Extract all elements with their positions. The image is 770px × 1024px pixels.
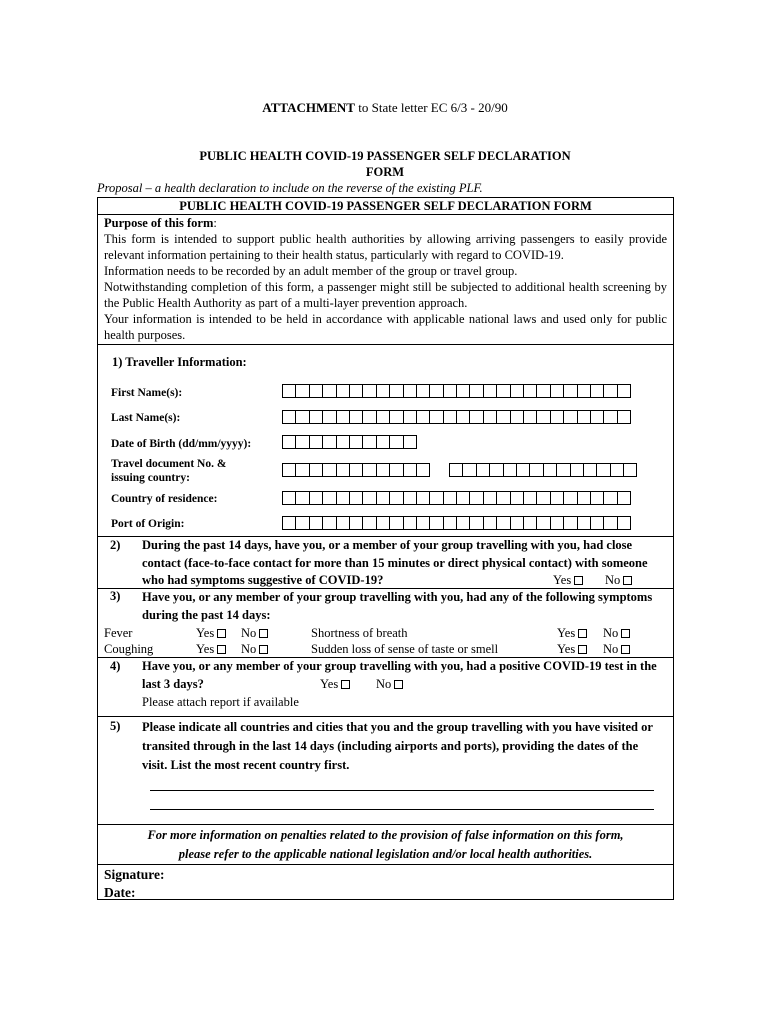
character-box[interactable] xyxy=(556,463,570,477)
character-box[interactable] xyxy=(416,463,430,477)
symptom-coughing: Coughing xyxy=(104,642,154,656)
character-box[interactable] xyxy=(349,516,363,530)
question-number: 3) xyxy=(110,589,121,603)
q4-yes-option[interactable]: Yes xyxy=(320,676,350,694)
character-box[interactable] xyxy=(349,491,363,505)
checkbox-icon[interactable] xyxy=(621,629,630,638)
character-box[interactable] xyxy=(469,516,483,530)
character-box[interactable] xyxy=(282,435,296,449)
character-box[interactable] xyxy=(282,384,296,398)
character-box[interactable] xyxy=(362,516,376,530)
countries-input-line[interactable] xyxy=(150,790,654,791)
dob-label: Date of Birth (dd/mm/yyyy): xyxy=(111,438,252,450)
date-label: Date: xyxy=(104,885,136,900)
character-box[interactable] xyxy=(496,410,510,424)
character-box[interactable] xyxy=(610,463,624,477)
checkbox-icon[interactable] xyxy=(217,629,226,638)
character-box[interactable] xyxy=(389,384,403,398)
dob-input[interactable] xyxy=(282,435,416,449)
character-box[interactable] xyxy=(550,384,564,398)
character-box[interactable] xyxy=(336,384,350,398)
character-box[interactable] xyxy=(362,463,376,477)
last-name-label: Last Name(s): xyxy=(111,412,181,424)
residence-label: Country of residence: xyxy=(111,493,218,505)
character-box[interactable] xyxy=(295,491,309,505)
purpose-section xyxy=(104,215,667,343)
checkbox-icon[interactable] xyxy=(217,645,226,654)
purpose-text: This form is intended to support public health authorities by allowing arriving passengers to easily provide relevant information pertaining to their health status, particularly with regard to COVID-19. xyxy=(104,232,667,262)
character-box[interactable] xyxy=(295,463,309,477)
character-box[interactable] xyxy=(563,516,577,530)
character-box[interactable] xyxy=(322,516,336,530)
question-3-text: Have you, or any member of your group travelling with you, had any of the following symptoms during the past 14 days: xyxy=(142,590,653,622)
character-box[interactable] xyxy=(282,463,296,477)
character-box[interactable] xyxy=(590,491,604,505)
purpose-heading: Purpose of this form xyxy=(104,216,214,230)
first-name-label: First Name(s): xyxy=(111,387,183,399)
checkbox-icon[interactable] xyxy=(341,680,350,689)
travel-doc-label: Travel document No. & issuing country: xyxy=(111,458,227,484)
character-box[interactable] xyxy=(577,516,591,530)
character-box[interactable] xyxy=(603,410,617,424)
character-box[interactable] xyxy=(376,435,390,449)
question-5-text: Please indicate all countries and cities that you and the group travelling with you have visited or transited through in the last 14 days (including airports and ports), providing the dates of the visit. List the most recent country first. xyxy=(142,720,653,772)
character-box[interactable] xyxy=(563,410,577,424)
character-box[interactable] xyxy=(349,435,363,449)
signature-label: Signature: xyxy=(104,867,165,882)
character-box[interactable] xyxy=(349,410,363,424)
breath-yes-option[interactable]: Yes xyxy=(557,625,587,641)
character-box[interactable] xyxy=(543,463,557,477)
character-box[interactable] xyxy=(456,410,470,424)
question-number: 2) xyxy=(110,538,121,552)
character-box[interactable] xyxy=(462,463,476,477)
character-box[interactable] xyxy=(617,410,631,424)
character-box[interactable] xyxy=(336,435,350,449)
checkbox-icon[interactable] xyxy=(578,629,587,638)
character-box[interactable] xyxy=(403,435,417,449)
declaration-form xyxy=(97,197,674,900)
character-box[interactable] xyxy=(322,410,336,424)
character-box[interactable] xyxy=(376,516,390,530)
character-box[interactable] xyxy=(577,410,591,424)
question-3 xyxy=(110,588,658,624)
character-box[interactable] xyxy=(376,384,390,398)
character-box[interactable] xyxy=(583,463,597,477)
character-box[interactable] xyxy=(403,516,417,530)
character-box[interactable] xyxy=(295,516,309,530)
character-box[interactable] xyxy=(617,516,631,530)
attachment-line xyxy=(0,100,770,116)
page-title xyxy=(0,148,770,180)
port-input[interactable] xyxy=(282,516,630,530)
checkbox-icon[interactable] xyxy=(623,576,632,585)
issuing-country-input[interactable] xyxy=(449,463,636,477)
character-box[interactable] xyxy=(403,384,417,398)
character-box[interactable] xyxy=(550,410,564,424)
breath-no-option[interactable]: No xyxy=(603,625,630,641)
character-box[interactable] xyxy=(590,384,604,398)
character-box[interactable] xyxy=(550,516,564,530)
first-name-input[interactable] xyxy=(282,384,630,398)
question-number: 5) xyxy=(110,719,121,733)
character-box[interactable] xyxy=(489,463,503,477)
character-box[interactable] xyxy=(523,516,537,530)
character-box[interactable] xyxy=(336,491,350,505)
coughing-no-option[interactable]: No xyxy=(241,641,268,657)
character-box[interactable] xyxy=(483,384,497,398)
character-box[interactable] xyxy=(483,410,497,424)
character-box[interactable] xyxy=(503,463,517,477)
q2-yes-option[interactable]: Yes xyxy=(553,572,583,590)
character-box[interactable] xyxy=(309,410,323,424)
character-box[interactable] xyxy=(429,516,443,530)
character-box[interactable] xyxy=(443,491,457,505)
character-box[interactable] xyxy=(469,410,483,424)
character-box[interactable] xyxy=(429,491,443,505)
purpose-colon: : xyxy=(213,216,217,230)
checkbox-icon[interactable] xyxy=(259,629,268,638)
character-box[interactable] xyxy=(577,491,591,505)
symptom-taste: Sudden loss of sense of taste or smell xyxy=(311,642,499,656)
character-box[interactable] xyxy=(282,410,296,424)
coughing-yes-option[interactable]: Yes xyxy=(196,641,226,657)
character-box[interactable] xyxy=(376,491,390,505)
character-box[interactable] xyxy=(496,516,510,530)
character-box[interactable] xyxy=(456,491,470,505)
character-box[interactable] xyxy=(416,516,430,530)
character-box[interactable] xyxy=(617,384,631,398)
character-box[interactable] xyxy=(376,463,390,477)
character-box[interactable] xyxy=(483,516,497,530)
character-box[interactable] xyxy=(596,463,610,477)
purpose-text: Your information is intended to be held in accordance with applicable national laws and used only for public health purposes. xyxy=(104,312,667,342)
last-name-input[interactable] xyxy=(282,410,630,424)
character-box[interactable] xyxy=(469,491,483,505)
character-box[interactable] xyxy=(510,516,524,530)
character-box[interactable] xyxy=(362,491,376,505)
question-5 xyxy=(110,718,658,778)
character-box[interactable] xyxy=(496,384,510,398)
character-box[interactable] xyxy=(416,410,430,424)
character-box[interactable] xyxy=(529,463,543,477)
page-title-line1: PUBLIC HEALTH COVID-19 PASSENGER SELF DECLARATION xyxy=(199,149,571,163)
character-box[interactable] xyxy=(443,384,457,398)
checkbox-icon[interactable] xyxy=(621,645,630,654)
divider xyxy=(98,824,673,825)
character-box[interactable] xyxy=(389,435,403,449)
question-2-text: During the past 14 days, have you, or a member of your group travelling with you, had close contact (face-to-face contact for more than 15 minutes or direct physical contact) with someone who had symptoms suggestive of COVID-19? xyxy=(142,538,648,587)
character-box[interactable] xyxy=(603,384,617,398)
character-box[interactable] xyxy=(590,410,604,424)
character-box[interactable] xyxy=(550,491,564,505)
divider xyxy=(98,716,673,717)
question-4-text: Have you, or any member of your group travelling with you, had a positive COVID-19 test in the last 3 days? xyxy=(142,659,657,691)
character-box[interactable] xyxy=(617,491,631,505)
character-box[interactable] xyxy=(416,491,430,505)
character-box[interactable] xyxy=(336,463,350,477)
character-box[interactable] xyxy=(322,435,336,449)
character-box[interactable] xyxy=(469,384,483,398)
question-4 xyxy=(110,658,658,714)
character-box[interactable] xyxy=(403,410,417,424)
character-box[interactable] xyxy=(603,491,617,505)
character-box[interactable] xyxy=(282,491,296,505)
character-box[interactable] xyxy=(282,516,296,530)
character-box[interactable] xyxy=(536,410,550,424)
character-box[interactable] xyxy=(496,491,510,505)
character-box[interactable] xyxy=(389,410,403,424)
checkbox-icon[interactable] xyxy=(578,645,587,654)
attachment-label: ATTACHMENT xyxy=(262,100,355,115)
character-box[interactable] xyxy=(476,463,490,477)
character-box[interactable] xyxy=(563,491,577,505)
character-box[interactable] xyxy=(389,491,403,505)
character-box[interactable] xyxy=(536,491,550,505)
character-box[interactable] xyxy=(389,463,403,477)
travel-doc-input[interactable] xyxy=(282,463,429,477)
character-box[interactable] xyxy=(623,463,637,477)
character-box[interactable] xyxy=(362,435,376,449)
question-number: 4) xyxy=(110,659,121,673)
form-title: PUBLIC HEALTH COVID-19 PASSENGER SELF DECLARATION FORM xyxy=(179,199,592,213)
q4-no-option[interactable]: No xyxy=(376,676,403,694)
checkbox-icon[interactable] xyxy=(259,645,268,654)
character-box[interactable] xyxy=(536,384,550,398)
section-traveller-title: 1) Traveller Information: xyxy=(112,355,247,369)
q2-no-option[interactable]: No xyxy=(605,572,632,590)
character-box[interactable] xyxy=(523,410,537,424)
character-box[interactable] xyxy=(336,516,350,530)
character-box[interactable] xyxy=(295,384,309,398)
fever-no-option[interactable]: No xyxy=(241,625,268,641)
character-box[interactable] xyxy=(295,435,309,449)
countries-input-line[interactable] xyxy=(150,809,654,810)
character-box[interactable] xyxy=(510,384,524,398)
character-box[interactable] xyxy=(322,463,336,477)
divider xyxy=(98,344,673,345)
port-label: Port of Origin: xyxy=(111,518,185,530)
penalties-note: For more information on penalties related to the provision of false information on this form, please refer to the applicable national legislation and/or local health authorities. xyxy=(147,828,624,861)
character-box[interactable] xyxy=(443,410,457,424)
character-box[interactable] xyxy=(362,384,376,398)
character-box[interactable] xyxy=(295,410,309,424)
purpose-text: Notwithstanding completion of this form, a passenger might still be subjected to additional health screening by the Public Health Authority as part of a multi-layer prevention approach. xyxy=(104,280,667,310)
checkbox-icon[interactable] xyxy=(394,680,403,689)
character-box[interactable] xyxy=(523,491,537,505)
page-title-line2: FORM xyxy=(365,165,405,179)
character-box[interactable] xyxy=(456,516,470,530)
character-box[interactable] xyxy=(516,463,530,477)
character-box[interactable] xyxy=(309,491,323,505)
proposal-note: Proposal – a health declaration to include on the reverse of the existing PLF. xyxy=(97,181,483,195)
symptom-breath: Shortness of breath xyxy=(311,626,408,640)
attachment-ref: to State letter EC 6/3 - 20/90 xyxy=(354,100,508,115)
divider xyxy=(98,864,673,865)
character-box[interactable] xyxy=(429,410,443,424)
character-box[interactable] xyxy=(309,435,323,449)
character-box[interactable] xyxy=(590,516,604,530)
question-2 xyxy=(110,537,658,589)
character-box[interactable] xyxy=(349,463,363,477)
character-box[interactable] xyxy=(449,463,463,477)
taste-no-option[interactable]: No xyxy=(603,641,630,657)
character-box[interactable] xyxy=(483,491,497,505)
character-box[interactable] xyxy=(429,384,443,398)
character-box[interactable] xyxy=(389,516,403,530)
residence-input[interactable] xyxy=(282,491,630,505)
character-box[interactable] xyxy=(510,410,524,424)
fever-yes-option[interactable]: Yes xyxy=(196,625,226,641)
q4-note: Please attach report if available xyxy=(142,695,299,709)
checkbox-icon[interactable] xyxy=(574,576,583,585)
character-box[interactable] xyxy=(403,463,417,477)
character-box[interactable] xyxy=(416,384,430,398)
character-box[interactable] xyxy=(536,516,550,530)
purpose-text: Information needs to be recorded by an adult member of the group or travel group. xyxy=(104,264,518,278)
taste-yes-option[interactable]: Yes xyxy=(557,641,587,657)
character-box[interactable] xyxy=(362,410,376,424)
character-box[interactable] xyxy=(322,491,336,505)
character-box[interactable] xyxy=(456,384,470,398)
character-box[interactable] xyxy=(443,516,457,530)
character-box[interactable] xyxy=(376,410,390,424)
character-box[interactable] xyxy=(523,384,537,398)
character-box[interactable] xyxy=(577,384,591,398)
character-box[interactable] xyxy=(563,384,577,398)
character-box[interactable] xyxy=(403,491,417,505)
character-box[interactable] xyxy=(309,516,323,530)
character-box[interactable] xyxy=(349,384,363,398)
character-box[interactable] xyxy=(570,463,584,477)
character-box[interactable] xyxy=(510,491,524,505)
symptom-fever: Fever xyxy=(104,626,133,640)
character-box[interactable] xyxy=(322,384,336,398)
character-box[interactable] xyxy=(336,410,350,424)
character-box[interactable] xyxy=(309,384,323,398)
character-box[interactable] xyxy=(603,516,617,530)
character-box[interactable] xyxy=(309,463,323,477)
